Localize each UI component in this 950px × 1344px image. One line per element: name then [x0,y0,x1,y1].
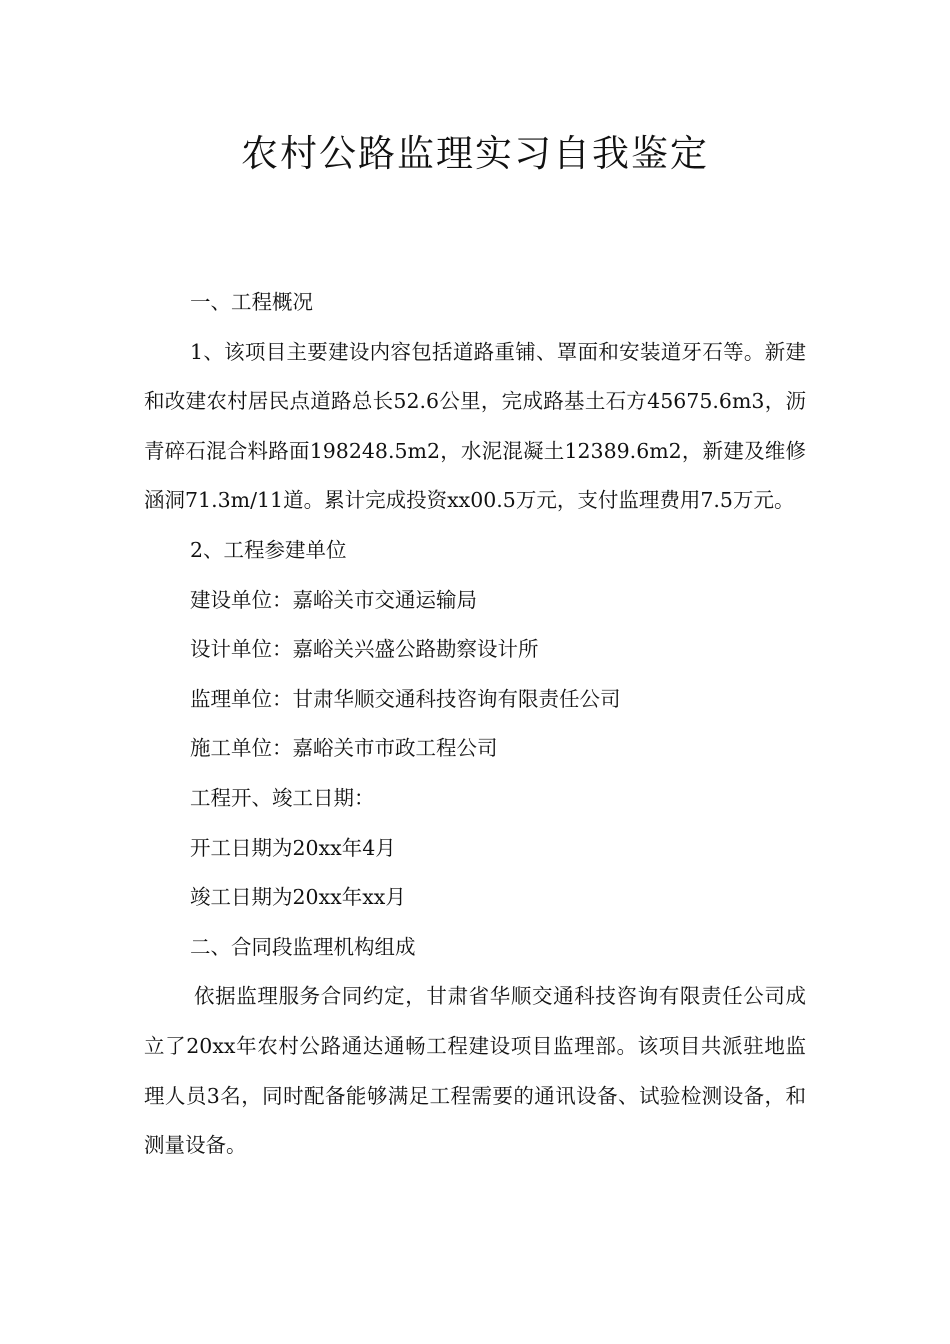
line-construction-unit: 建设单位：嘉峪关市交通运输局 [190,587,477,612]
section-heading-organization: 二、合同段监理机构组成 [190,934,416,959]
line-supervision-unit: 监理单位：甘肃华顺交通科技咨询有限责任公司 [190,686,621,711]
paragraph-organization: 依据监理服务合同约定，甘肃省华顺交通科技咨询有限责任公司成立了20xx年农村公路通达通畅工程建设项目监理部。该项目共派驻地监理人员3名，同时配备能够满足工程需要的通讯设备、试验检测设备，和测量设备。 [144,984,806,1158]
paragraph-project-content: 1、该项目主要建设内容包括道路重铺、罩面和安装道牙石等。新建和改建农村居民点道路总长52.6公里，完成路基土石方45675.6m3，沥青碎石混合料路面198248.5m2，水泥混凝土12389.6m2，新建及维修涵洞71.3m/11道。累计完成投资xx00.5万元，支付监理费用7.5万元。 [144,339,806,513]
document-body [144,278,806,1171]
line-dates-heading: 工程开、竣工日期： [190,785,375,810]
subheading-participants: 2、工程参建单位 [190,537,347,562]
line-completion-date: 竣工日期为20xx年xx月 [190,885,406,910]
document-title: 农村公路监理实习自我鉴定 [241,132,709,175]
line-design-unit: 设计单位：嘉峪关兴盛公路勘察设计所 [190,637,539,662]
line-contractor-unit: 施工单位：嘉峪关市市政工程公司 [190,736,498,761]
line-start-date: 开工日期为20xx年4月 [190,835,396,860]
section-heading-overview: 一、工程概况 [190,290,313,314]
